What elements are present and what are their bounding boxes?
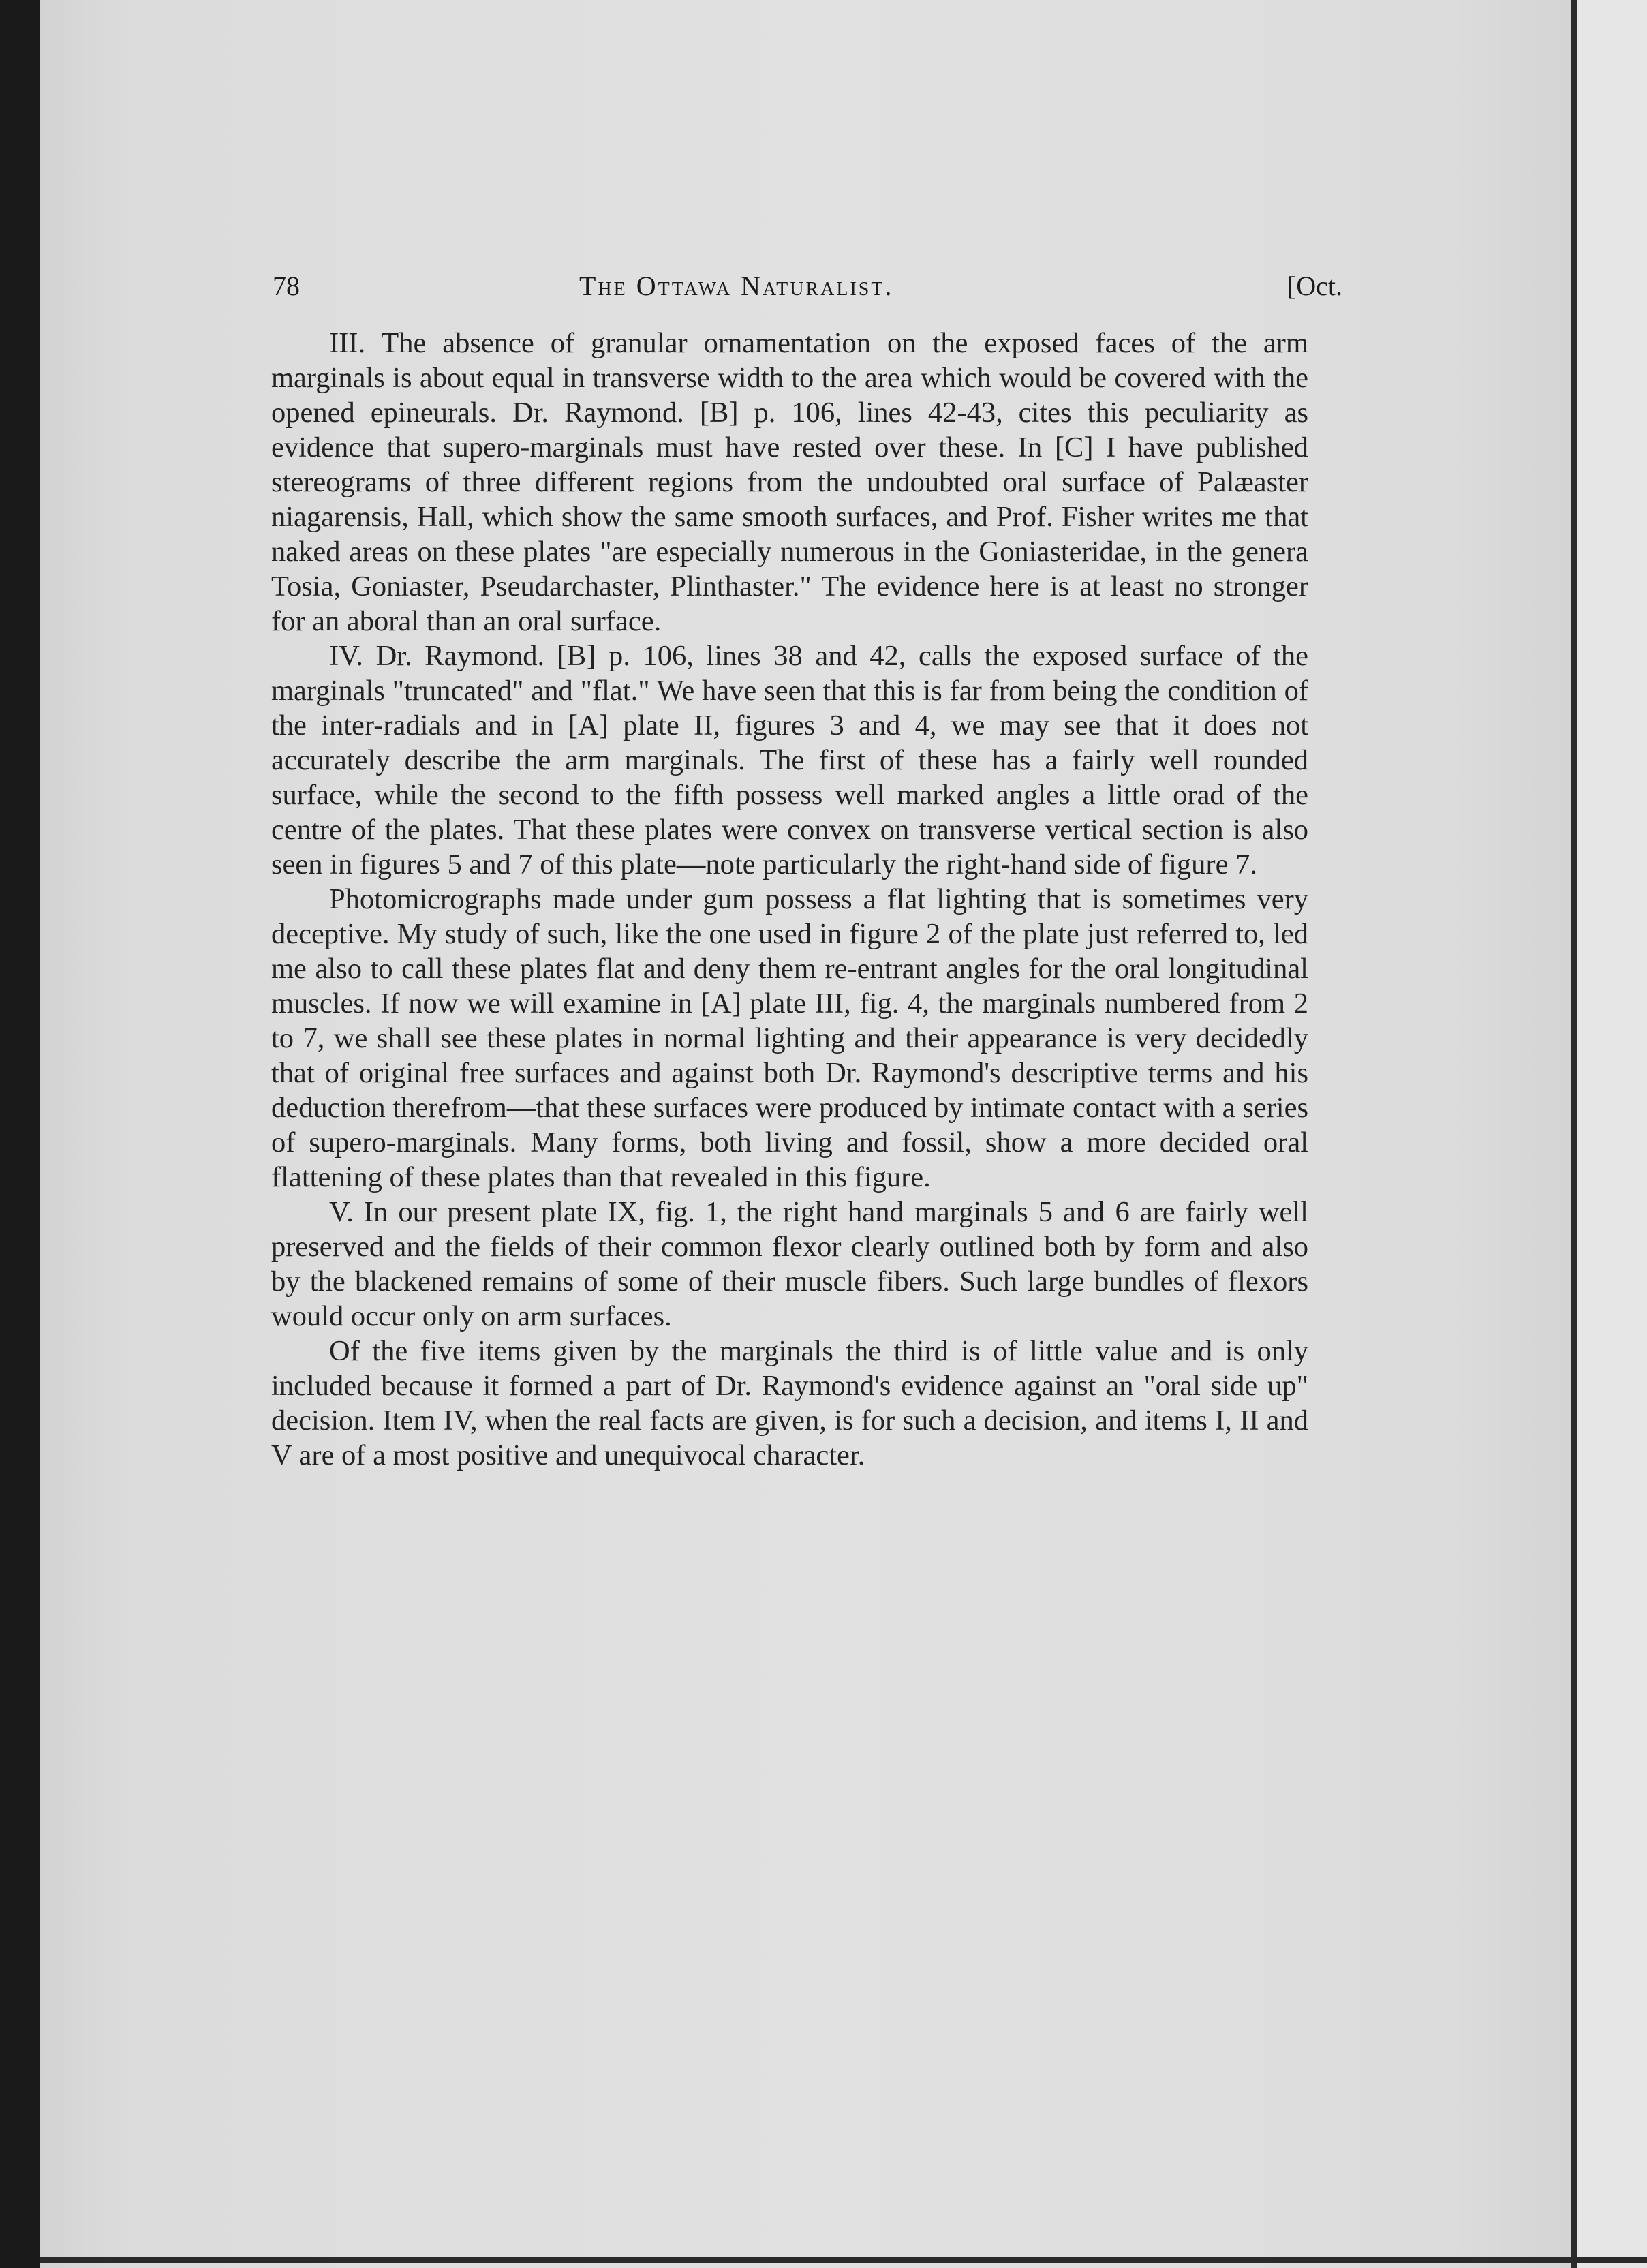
paragraph-conclusion: Of the five items given by the marginals the third is of little value and is only included because it formed a part of Dr. Raymond's evidence against an "oral side up" decision. Item IV, when the real facts are given, is for such a decision, and items I, II and V are of a most positive and unequivocal character. [271, 1335, 1308, 1471]
article-body [271, 326, 1308, 1473]
right-margin-strip [1577, 0, 1647, 2268]
paragraph-item-iii: III. The absence of granular ornamentation on the exposed faces of the arm marginals is about equal in transverse width to the area which would be covered with the opened epineurals. Dr. Raymond. [B] p. 106, lines 42-43, cites this peculiarity as evidence that supero-marginals must have rested over these. In [C] I have published stereograms of three different regions from the undoubted oral surface of Palæaster niagarensis, Hall, which show the same smooth surfaces, and Prof. Fisher writes me that naked areas on these plates "are especially numerous in the Goniasteridae, in the genera Tosia, Goniaster, Pseudarchaster, Plinthaster." The evidence here is at least no stronger for an aboral than an oral surface. [271, 327, 1308, 637]
paragraph-item-v: V. In our present plate IX, fig. 1, the right hand marginals 5 and 6 are fairly well preserved and the fields of their common flexor clearly outlined both by form and also by the blackened remains of some of their muscle fibers. Such large bundles of flexors would occur only on arm surfaces. [271, 1196, 1308, 1332]
right-scan-edge [1571, 0, 1577, 2268]
left-scan-edge [0, 0, 40, 2268]
page-number: 78 [273, 271, 300, 301]
paragraph-photomicrographs: Photomicrographs made under gum possess a flat lighting that is sometimes very deceptive. My study of such, like the one used in figure 2 of the plate just referred to, led me also to call these plates flat and deny them re-entrant angles for the oral longitudinal muscles. If now we will examine in [A] plate III, fig. 4, the marginals numbered from 2 to 7, we shall see these plates in normal lighting and their appearance is very decidedly that of original free surfaces and against both Dr. Raymond's descriptive terms and his deduction therefrom—that these surfaces were produced by intimate contact with a series of supero-marginals. Many forms, both living and fossil, show a more decided oral flattening of these plates than that revealed in this figure. [271, 883, 1308, 1193]
issue-month: [Oct. [1287, 271, 1342, 301]
paragraph-item-iv: IV. Dr. Raymond. [B] p. 106, lines 38 and 42, calls the exposed surface of the marginals "truncated" and "flat." We have seen that this is far from being the condition of the inter-radials and in [A] plate II, figures 3 and 4, we may see that it does not accurately describe the arm marginals. The first of these has a fairly well rounded surface, while the second to the fifth possess well marked angles a little orad of the centre of the plates. That these plates were convex on transverse vertical section is also seen in figures 5 and 7 of this plate—note particularly the right-hand side of figure 7. [271, 640, 1308, 880]
bottom-scan-edge [40, 2257, 1647, 2263]
journal-title: The Ottawa Naturalist. [579, 271, 894, 301]
running-head [273, 269, 1342, 309]
